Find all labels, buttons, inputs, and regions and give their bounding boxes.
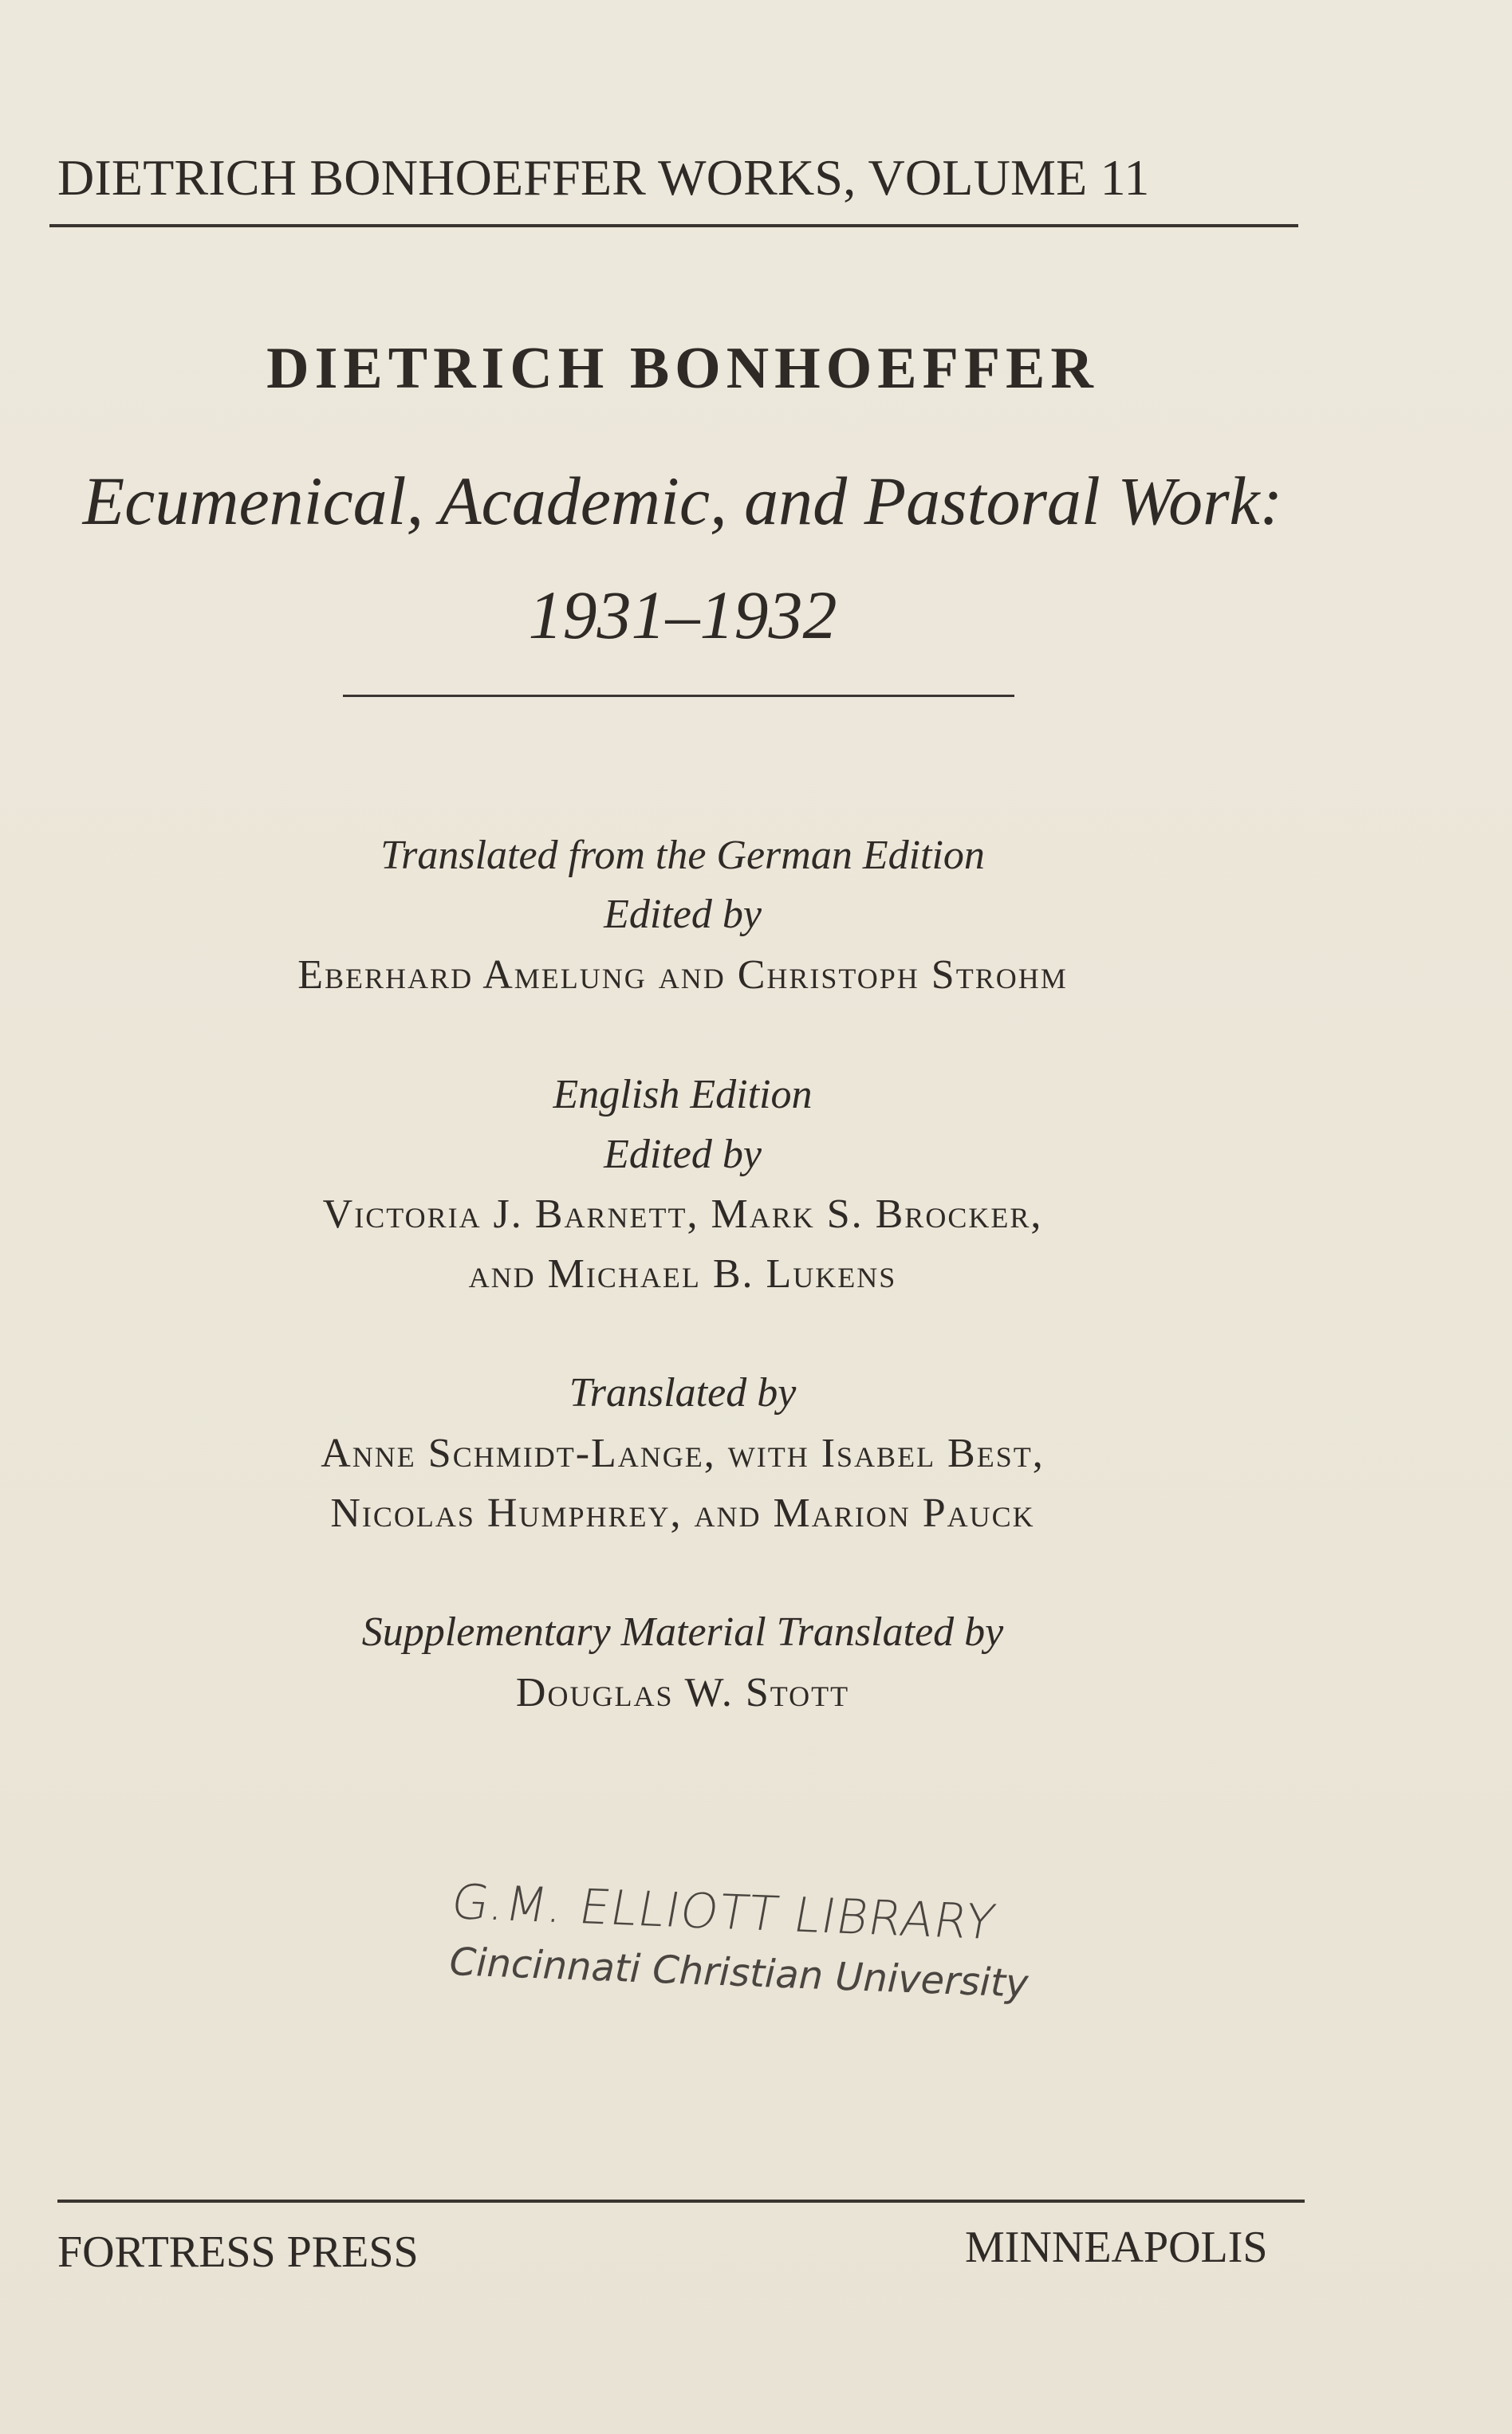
supplementary-intro: Supplementary Material Translated by xyxy=(361,1609,1004,1655)
german-editors: Eberhard Amelung and Christoph Strohm xyxy=(297,952,1068,998)
translators-line1: Anne Schmidt-Lange, with Isabel Best, xyxy=(321,1431,1045,1476)
library-stamp-name: G.M. ELLIOTT LIBRARY xyxy=(447,1874,1001,1951)
book-title: Ecumenical, Academic, and Pastoral Work: xyxy=(82,463,1283,539)
german-edited-by: Edited by xyxy=(604,892,762,937)
translators-line2: Nicolas Humphrey, and Marion Pauck xyxy=(330,1491,1035,1536)
title-rule xyxy=(343,695,1014,697)
translated-by: Translated by xyxy=(569,1370,797,1416)
supplementary-translator: Douglas W. Stott xyxy=(515,1670,850,1715)
english-edited-by: Edited by xyxy=(604,1132,762,1177)
series-title: DIETRICH BONHOEFFER WORKS, VOLUME 11 xyxy=(57,149,1150,206)
library-stamp-institution: Cincinnati Christian University xyxy=(448,1939,1030,2007)
publisher-place: MINNEAPOLIS xyxy=(965,2223,1268,2272)
english-editors-line2: and Michael B. Lukens xyxy=(468,1251,897,1297)
english-editors-line1: Victoria J. Barnett, Mark S. Brocker, xyxy=(322,1191,1043,1237)
library-stamp xyxy=(449,1874,1107,2009)
author-name: DIETRICH BONHOEFFER xyxy=(266,336,1099,401)
bottom-rule xyxy=(57,2200,1305,2203)
german-edition-intro: Translated from the German Edition xyxy=(380,833,985,878)
english-edition-intro: English Edition xyxy=(553,1072,813,1117)
publisher-name: FORTRESS PRESS xyxy=(57,2227,419,2277)
top-rule xyxy=(49,224,1298,227)
book-years: 1931–1932 xyxy=(528,577,837,653)
